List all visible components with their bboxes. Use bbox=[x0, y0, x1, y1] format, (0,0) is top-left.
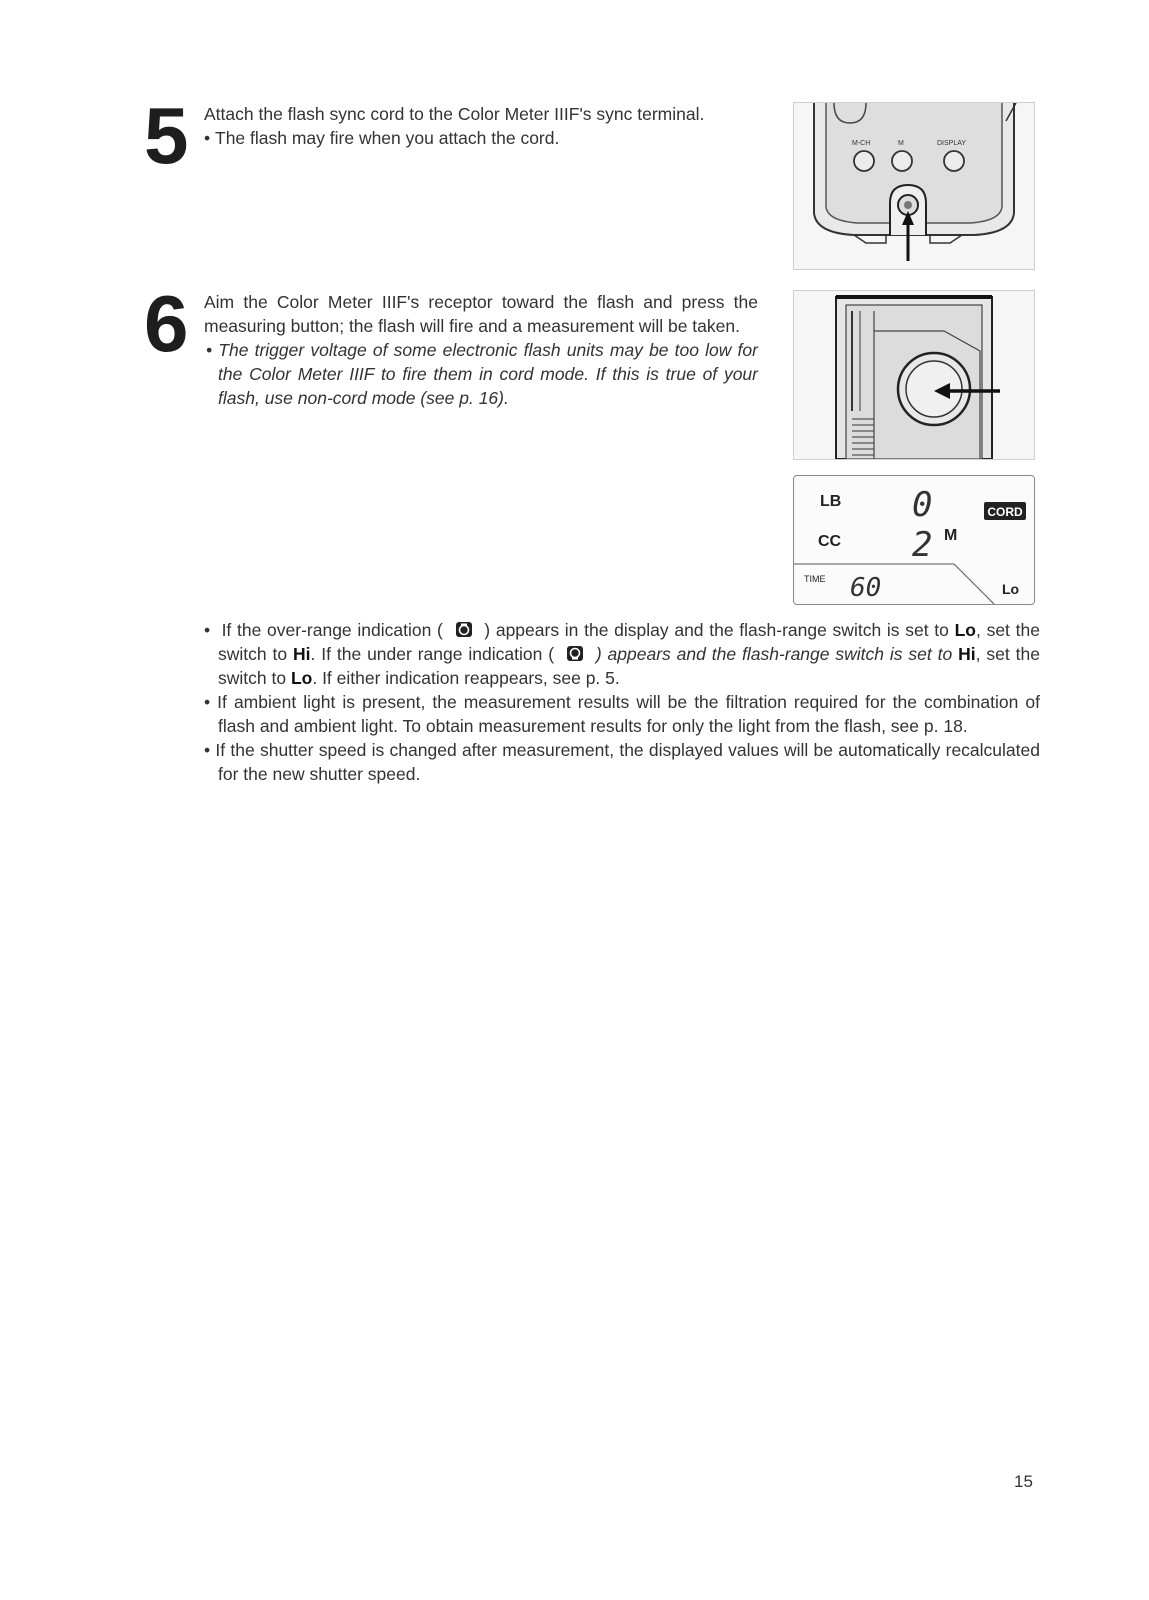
under-range-icon bbox=[566, 645, 584, 662]
over-range-icon bbox=[455, 621, 473, 638]
m-ch-label: M-CH bbox=[852, 140, 871, 147]
step-6-instruction: Aim the Color Meter IIIF's receptor toward the flash and press the measuring button; the flash will fire and a measurement will be taken. bbox=[204, 292, 758, 336]
note-range-indication: • If the over-range indication ( ) appears in the display and the flash-range switch is set to Lo, set the switch to Hi. If the under range indication ( ) appears and the flash-range switch is set to Hi, set the switch to Lo. If either indication reappears, see p. 5. bbox=[204, 618, 1040, 690]
display-button-icon bbox=[944, 151, 964, 171]
note-shutter-speed: • If the shutter speed is changed after measurement, the displayed values will be automatically recalculated for the new shutter speed. bbox=[204, 738, 1040, 786]
step-6-bullet: • The trigger voltage of some electronic flash units may be too low for the Color Meter IIIF to fire them in cord mode. If this is true of your flash, use non-cord mode (see p. 16). bbox=[204, 338, 758, 410]
page-number: 15 bbox=[1014, 1472, 1033, 1491]
lcd-range: Lo bbox=[1002, 581, 1020, 597]
step-5-bullet: • The flash may fire when you attach the cord. bbox=[204, 126, 770, 150]
step-5-text bbox=[204, 102, 770, 150]
lcd-time-value: 60 bbox=[850, 573, 882, 603]
lcd-lb-value: 0 bbox=[912, 485, 933, 525]
note-ambient-light: • If ambient light is present, the measurement results will be the filtration required for the combination of flash and ambient light. To obtain measurement results for only the light from the flash, see p. 18. bbox=[204, 690, 1040, 738]
m-ch-button-icon bbox=[854, 151, 874, 171]
lcd-cc-label: CC bbox=[818, 533, 842, 550]
step-number-5: 5 bbox=[144, 91, 189, 180]
m-label: M bbox=[898, 140, 904, 147]
step-number-6: 6 bbox=[144, 279, 189, 368]
m-button-icon bbox=[892, 151, 912, 171]
receptor-illustration bbox=[793, 290, 1035, 460]
lcd-lb-label: LB bbox=[820, 493, 842, 510]
display-label: DISPLAY bbox=[937, 140, 967, 147]
lcd-cc-value: 2 bbox=[912, 525, 933, 565]
lcd-display-illustration bbox=[793, 475, 1035, 605]
sync-terminal-illustration bbox=[793, 102, 1035, 270]
step-6-text bbox=[204, 290, 758, 410]
lcd-time-label: TIME bbox=[804, 574, 826, 584]
lcd-cc-unit: M bbox=[944, 527, 958, 544]
notes bbox=[204, 618, 1040, 786]
cord-badge-text: CORD bbox=[987, 505, 1023, 519]
step-5-instruction: Attach the flash sync cord to the Color Meter IIIF's sync terminal. bbox=[204, 104, 705, 124]
